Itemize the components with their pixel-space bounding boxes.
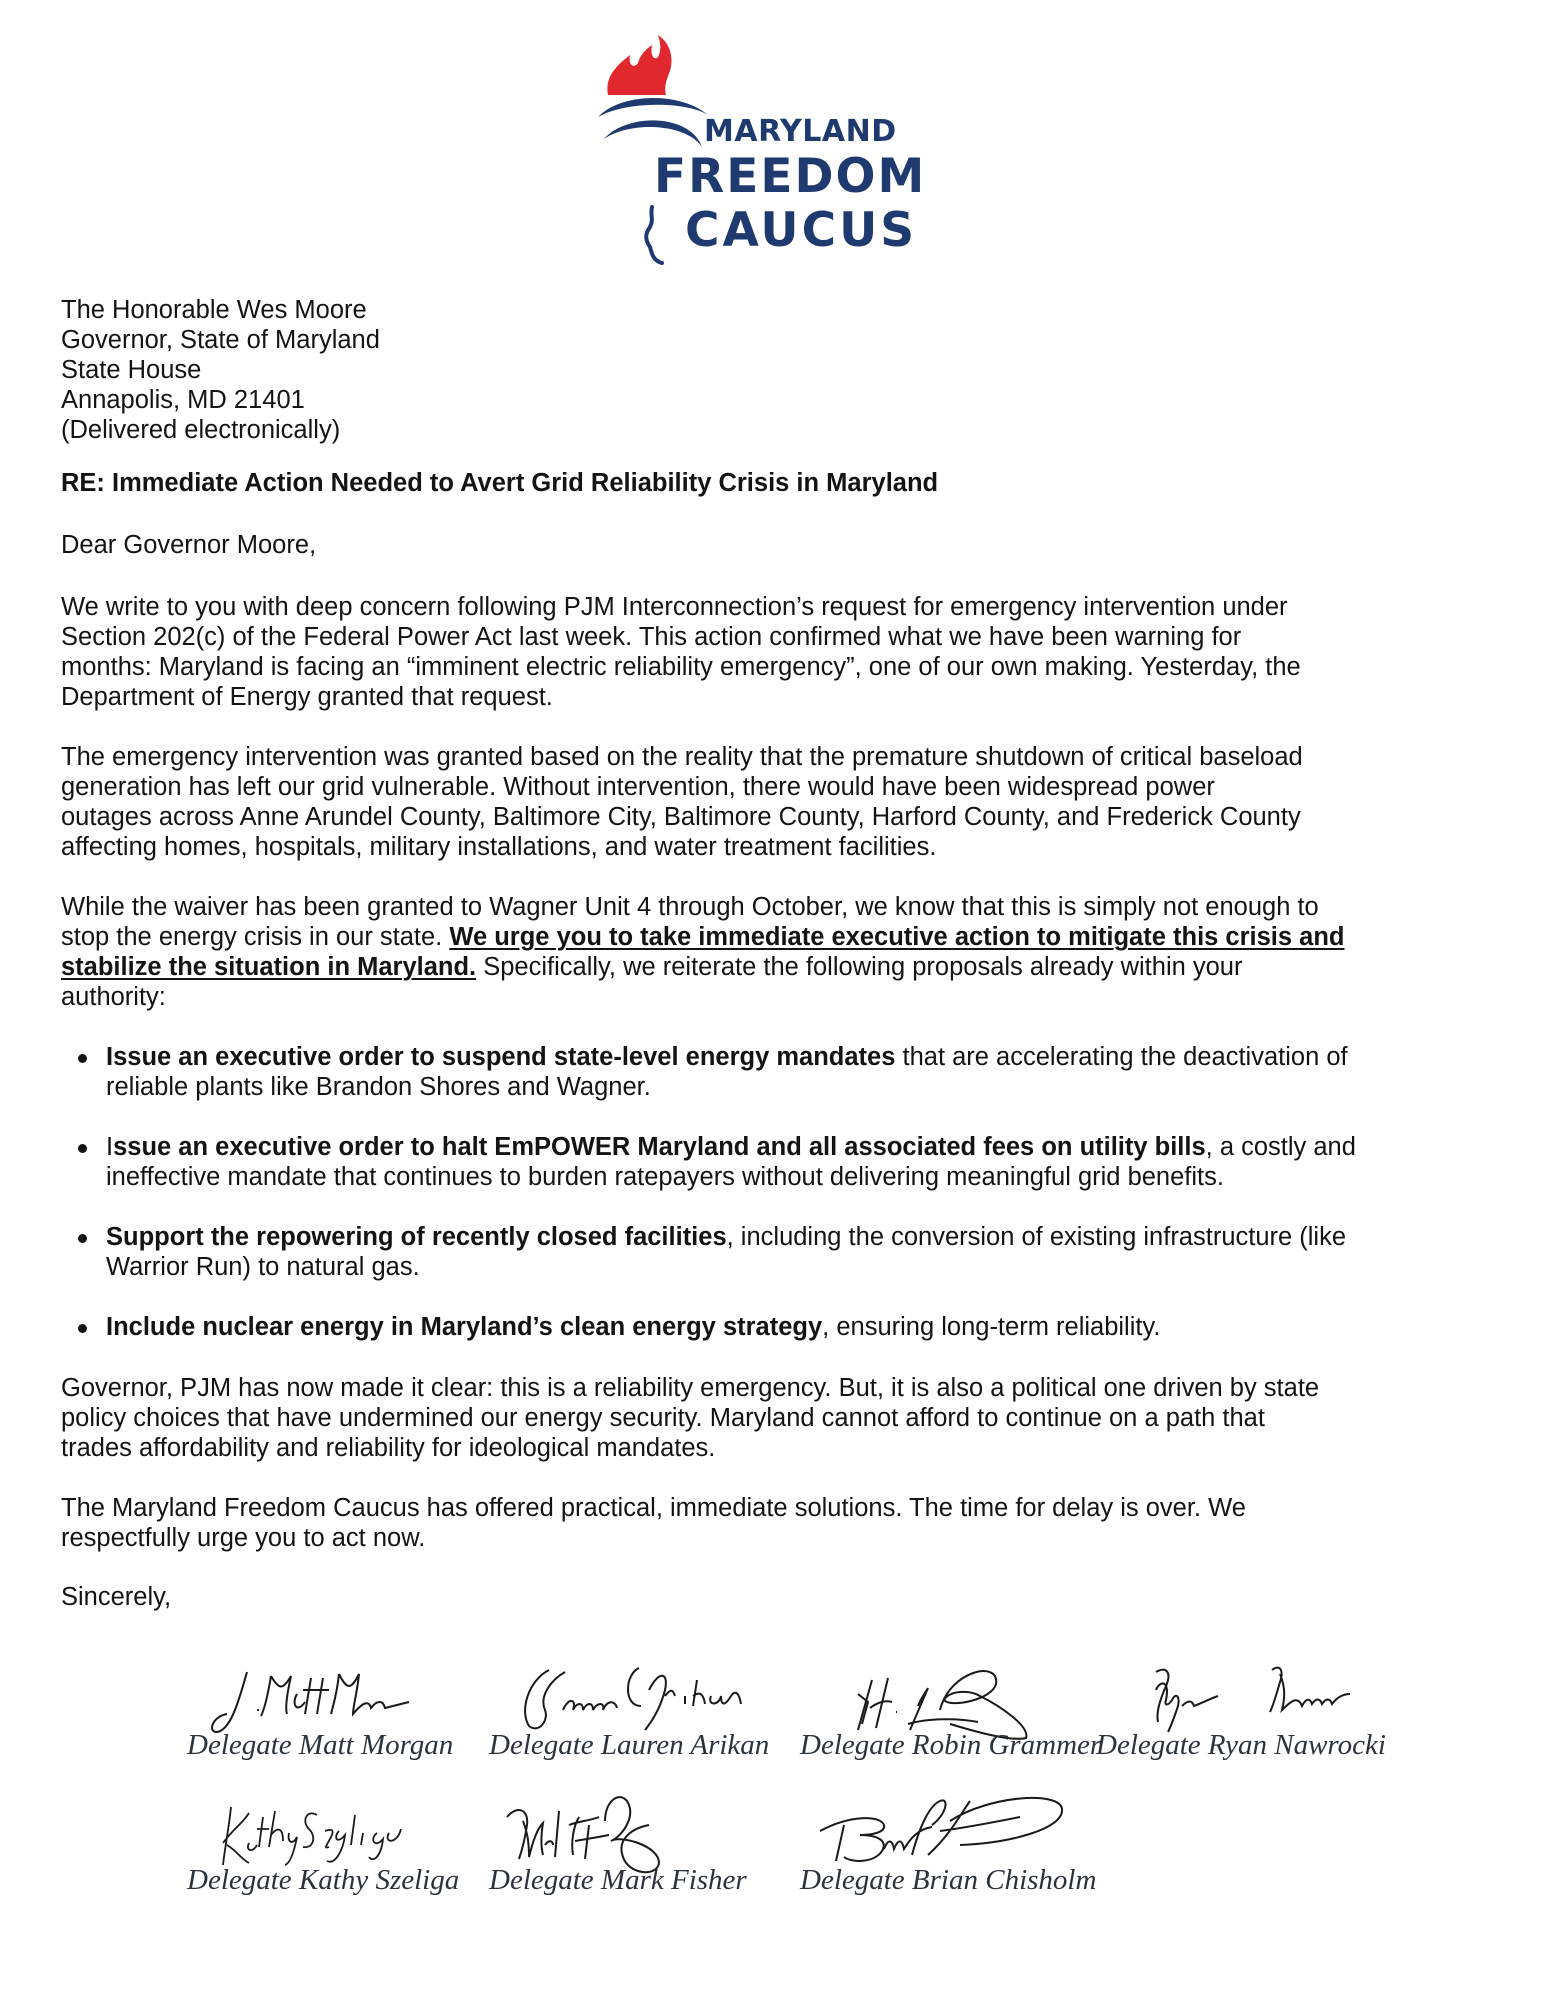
paragraph-line: Department of Energy granted that request.	[61, 683, 553, 711]
signatory-name: Delegate Robin Grammer	[800, 1729, 1102, 1761]
paragraph-3	[61, 892, 1501, 1012]
proposal-detail: Warrior Run) to natural gas.	[106, 1253, 420, 1281]
paragraph-line: trades affordability and reliability for ideological mandates.	[61, 1434, 716, 1462]
signatory-name: Delegate Ryan Nawrocki	[1096, 1729, 1386, 1761]
salutation: Dear Governor Moore,	[61, 531, 317, 559]
proposal-detail: , a costly and	[1205, 1133, 1356, 1161]
emphasized-call-to-action: stabilize the situation in Maryland.	[61, 953, 477, 981]
signature-block	[800, 1650, 1100, 1760]
paragraph-5	[61, 1493, 1501, 1553]
plain-text: Specifically, we reiterate the following proposals already within your	[476, 953, 1243, 981]
plain-text: stop the energy crisis in our state.	[61, 923, 450, 951]
proposal-detail: , including the conversion of existing infrastructure (like	[726, 1223, 1347, 1251]
proposal-detail: that are accelerating the deactivation of	[895, 1043, 1348, 1071]
paragraph-line: Section 202(c) of the Federal Power Act last week. This action confirmed what we have been warning for	[61, 623, 1242, 651]
bullet-icon	[78, 1324, 87, 1333]
signature-block	[800, 1785, 1100, 1895]
signatory-name: Delegate Matt Morgan	[187, 1729, 454, 1761]
paragraph-line: respectfully urge you to act now.	[61, 1524, 426, 1552]
paragraph-line: While the waiver has been granted to Wagner Unit 4 through October, we know that this is simply not enough to	[61, 893, 1319, 921]
paragraph-line: months: Maryland is facing an “imminent electric reliability emergency”, one of our own making. Yesterday, the	[61, 653, 1301, 681]
address-line: Governor, State of Maryland	[61, 326, 380, 354]
signatory-name: Delegate Brian Chisholm	[800, 1864, 1097, 1896]
bullet-icon	[78, 1144, 87, 1153]
proposal-heading: ssue an executive order to halt EmPOWER Maryland and all associated fees on utility bills	[113, 1133, 1206, 1161]
recipient-address	[61, 295, 1501, 445]
handwritten-signature-icon	[489, 1785, 749, 1875]
handwritten-signature-icon	[800, 1785, 1090, 1875]
handwritten-signature-icon	[800, 1650, 1060, 1740]
address-line: (Delivered electronically)	[61, 416, 341, 444]
closing: Sincerely,	[61, 1583, 172, 1611]
paragraph-line	[61, 922, 1501, 952]
handwritten-signature-icon	[1096, 1650, 1366, 1740]
address-line: The Honorable Wes Moore	[61, 296, 367, 324]
handwritten-signature-icon	[489, 1650, 749, 1740]
bullet-icon	[78, 1054, 87, 1063]
signatory-name: Delegate Lauren Arikan	[489, 1729, 770, 1761]
paragraph-line: generation has left our grid vulnerable. Without intervention, there would have been widespread power	[61, 773, 1215, 801]
emphasized-call-to-action: We urge you to take immediate executive action to mitigate this crisis and	[449, 923, 1345, 951]
maryland-freedom-caucus-logo	[590, 35, 930, 270]
paragraph-line: affecting homes, hospitals, military installations, and water treatment facilities.	[61, 833, 937, 861]
signatory-name: Delegate Kathy Szeliga	[187, 1864, 460, 1896]
logo-word-caucus: CAUCUS	[685, 203, 918, 258]
bullet-icon	[78, 1234, 87, 1243]
paragraph-line: authority:	[61, 983, 166, 1011]
paragraph-line: We write to you with deep concern following PJM Interconnection’s request for emergency intervention under	[61, 593, 1288, 621]
signature-block	[489, 1785, 789, 1895]
handwritten-signature-icon	[187, 1650, 427, 1740]
subject-line: RE: Immediate Action Needed to Avert Grid Reliability Crisis in Maryland	[61, 469, 939, 497]
paragraph-line: The emergency intervention was granted based on the reality that the premature shutdown of critical baseload	[61, 743, 1303, 771]
paragraph-line: policy choices that have undermined our energy security. Maryland cannot afford to continue on a path that	[61, 1404, 1265, 1432]
paragraph-line: outages across Anne Arundel County, Baltimore City, Baltimore County, Harford County, and Frederick County	[61, 803, 1301, 831]
proposal-detail: , ensuring long-term reliability.	[822, 1313, 1161, 1341]
signature-block	[187, 1785, 487, 1895]
paragraph-1	[61, 592, 1501, 712]
handwritten-signature-icon	[187, 1785, 447, 1875]
paragraph-line: The Maryland Freedom Caucus has offered practical, immediate solutions. The time for delay is over. We	[61, 1494, 1246, 1522]
address-line: Annapolis, MD 21401	[61, 386, 305, 414]
signatory-name: Delegate Mark Fisher	[489, 1864, 747, 1896]
proposal-heading: Issue an executive order to suspend state-level energy mandates	[106, 1043, 896, 1071]
proposal-heading: Support the repowering of recently closed facilities	[106, 1223, 727, 1251]
logo-word-maryland: MARYLAND	[704, 114, 897, 149]
paragraph-2	[61, 742, 1501, 862]
proposal-detail: ineffective mandate that continues to burden ratepayers without delivering meaningful grid benefits.	[106, 1163, 1224, 1191]
paragraph-line	[61, 952, 1501, 982]
proposal-detail: reliable plants like Brandon Shores and Wagner.	[106, 1073, 651, 1101]
paragraph-line: Governor, PJM has now made it clear: this is a reliability emergency. But, it is also a political one driven by state	[61, 1374, 1320, 1402]
signature-block	[1096, 1650, 1396, 1760]
address-line: State House	[61, 356, 202, 384]
proposal-heading-lead: I	[106, 1133, 114, 1161]
logo-word-freedom: FREEDOM	[654, 149, 927, 204]
proposal-heading: Include nuclear energy in Maryland’s clean energy strategy	[106, 1313, 823, 1341]
signature-block	[489, 1650, 789, 1760]
paragraph-4	[61, 1373, 1501, 1463]
signature-block	[187, 1650, 487, 1760]
